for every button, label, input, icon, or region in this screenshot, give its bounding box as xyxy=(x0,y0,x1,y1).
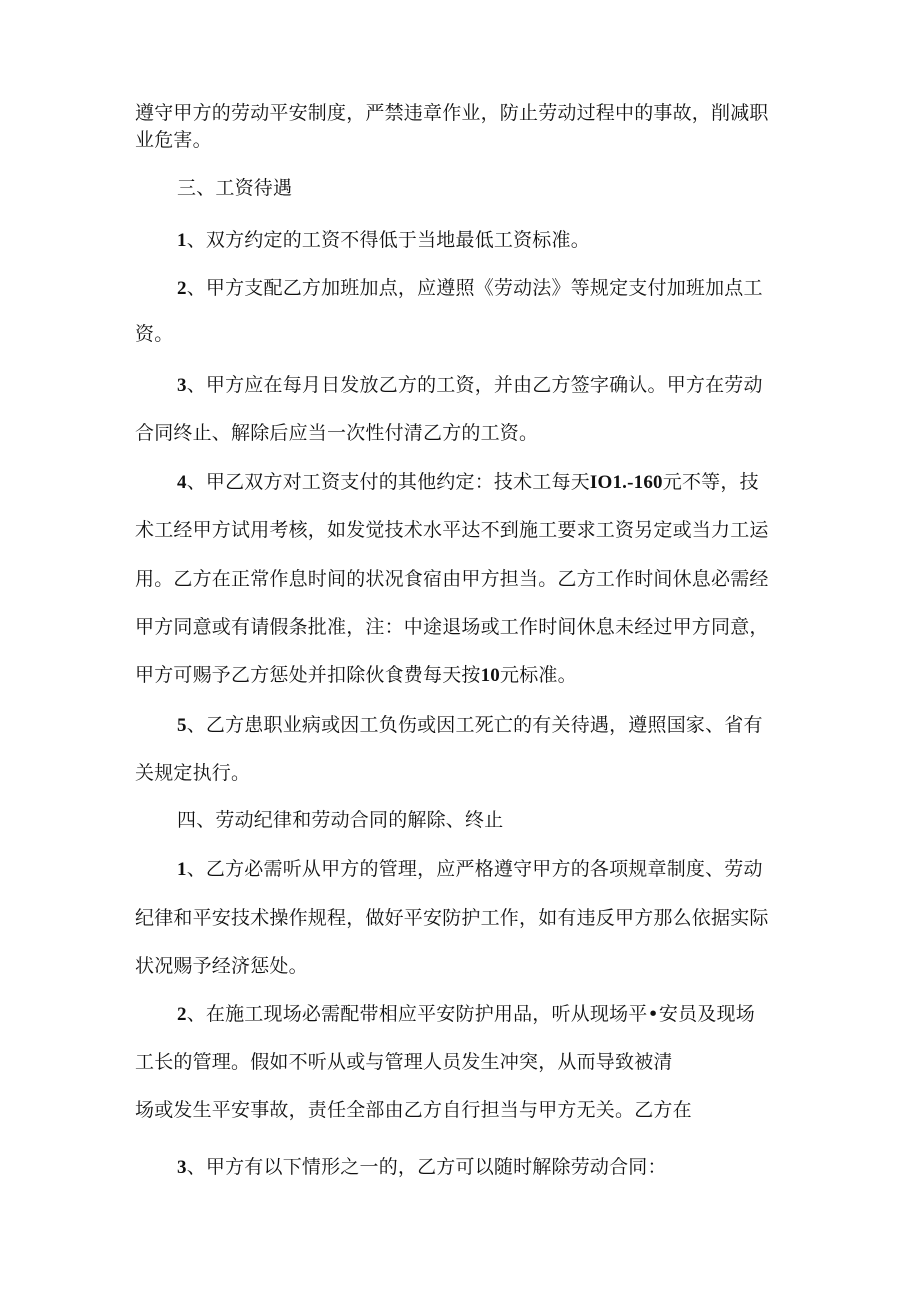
discipline-clause-1 xyxy=(177,857,763,882)
section-heading-3: 三、工资待遇 xyxy=(177,177,293,199)
clause-2 xyxy=(177,276,763,301)
paragraph-line: 状况赐予经济惩处。 xyxy=(135,955,308,977)
paragraph-line: 甲方同意或有请假条批准，注：中途退场或工作时间休息未经过甲方同意， xyxy=(135,616,769,638)
paragraph-line: 工长的管理。假如不听从或与管理人员发生冲突，从而导致被清 xyxy=(135,1051,673,1073)
clause-text: 、甲方应在每月日发放乙方的工资，并由乙方签字确认。甲方在劳动 xyxy=(186,374,763,396)
clause-number: 1 xyxy=(177,230,187,251)
clause-number: 3 xyxy=(177,375,187,396)
clause-number: 5 xyxy=(177,715,187,736)
clause-number: 2 xyxy=(177,1004,187,1025)
clause-5 xyxy=(177,713,763,738)
clause-number: 3 xyxy=(177,1157,187,1178)
clause-text: 、乙方必需听从甲方的管理，应严格遵守甲方的各项规章制度、劳动 xyxy=(186,858,763,880)
discipline-clause-2 xyxy=(177,1002,755,1027)
paragraph-line: 资。 xyxy=(135,323,174,345)
clause-text: 、甲乙双方对工资支付的其他约定：技术工每天 xyxy=(186,471,590,493)
clause-text: 、甲方支配乙方加班加点，应遵照《劳动法》等规定支付加班加点工 xyxy=(186,277,763,299)
meal-fee-amount: 10 xyxy=(480,665,501,686)
paragraph-line xyxy=(135,663,577,688)
clause-text: 、在施工现场必需配带相应平安防护用品，听从现场平•安员及现场 xyxy=(186,1003,755,1025)
paragraph-line: 遵守甲方的劳动平安制度，严禁违章作业，防止劳动过程中的事故，削减职 xyxy=(135,102,769,124)
clause-3 xyxy=(177,373,763,398)
paragraph-line: 业危害。 xyxy=(135,129,212,151)
paragraph-line: 关规定执行。 xyxy=(135,762,251,784)
paragraph-line: 场或发生平安事故，责任全部由乙方自行担当与甲方无关。乙方在 xyxy=(135,1099,692,1121)
clause-text: 、双方约定的工资不得低于当地最低工资标准。 xyxy=(186,229,590,251)
clause-number: 4 xyxy=(177,472,187,493)
wage-range: IO1.-160 xyxy=(589,472,663,493)
clause-text: 、甲方有以下情形之一的，乙方可以随时解除劳动合同： xyxy=(186,1156,667,1178)
clause-text: 元不等，技 xyxy=(662,471,759,493)
clause-1 xyxy=(177,228,590,253)
paragraph-line: 术工经甲方试用考核，如发觉技术水平达不到施工要求工资另定或当力工运 xyxy=(135,519,769,541)
clause-number: 1 xyxy=(177,859,187,880)
section-heading-4: 四、劳动纪律和劳动合同的解除、终止 xyxy=(177,809,504,831)
clause-4 xyxy=(177,470,759,495)
paragraph-line: 用。乙方在正常作息时间的状况食宿由甲方担当。乙方工作时间休息必需经 xyxy=(135,568,769,590)
clause-number: 2 xyxy=(177,278,187,299)
paragraph-line: 纪律和平安技术操作规程，做好平安防护工作，如有违反甲方那么依据实际 xyxy=(135,907,769,929)
line-text: 元标准。 xyxy=(500,664,577,686)
paragraph-line: 合同终止、解除后应当一次性付清乙方的工资。 xyxy=(135,422,539,444)
line-text: 甲方可赐予乙方惩处并扣除伙食费每天按 xyxy=(135,664,481,686)
clause-text: 、乙方患职业病或因工负伤或因工死亡的有关待遇，遵照国家、省有 xyxy=(186,714,763,736)
discipline-clause-3 xyxy=(177,1155,667,1180)
